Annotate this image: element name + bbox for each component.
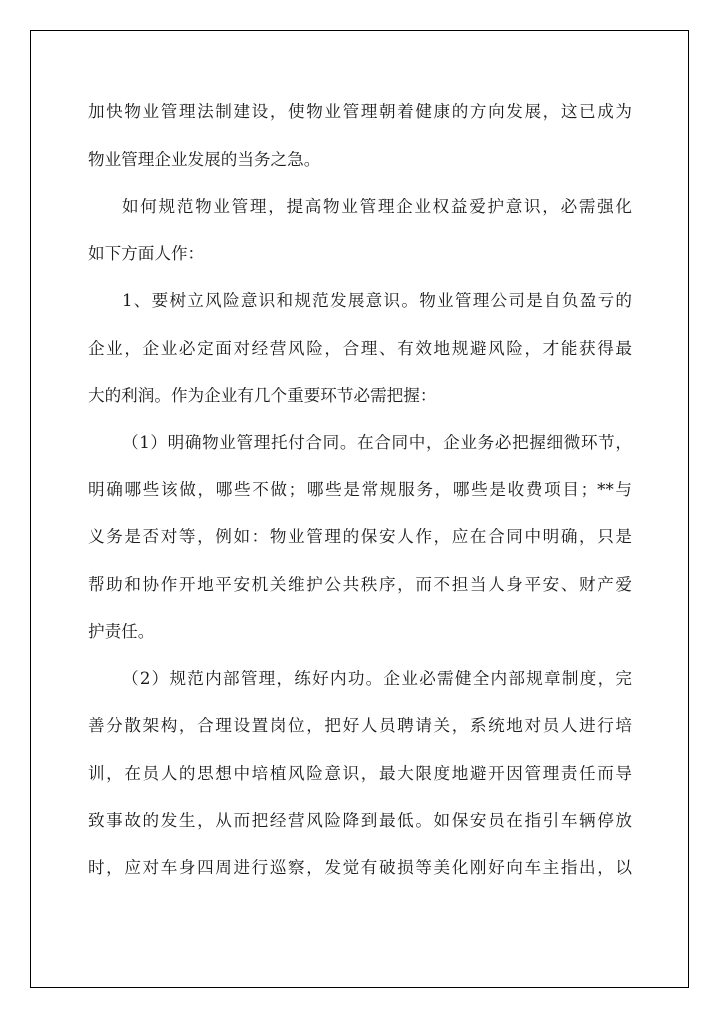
text-line: 善分散架构，合理设置岗位，把好人员聘请关，系统地对员人进行培 bbox=[88, 716, 632, 735]
text-line: 如下方面人作： bbox=[88, 244, 205, 263]
text-line: 致事故的发生，从而把经营风险降到最低。如保安员在指引车辆停放 bbox=[88, 811, 632, 830]
text-line: 护责任。 bbox=[88, 622, 155, 641]
text-line: 大的利润。作为企业有几个重要环节必需把握： bbox=[88, 386, 437, 405]
text-line: 1、要树立风险意识和规范发展意识。物业管理公司是自负盈亏的 bbox=[122, 291, 632, 310]
text-line: 训，在员人的思想中培植风险意识，最大限度地避开因管理责任而导 bbox=[88, 764, 632, 783]
text-line: 物业管理企业发展的当务之急。 bbox=[88, 150, 321, 169]
text-line: （1）明确物业管理托付合同。在合同中，企业务必把握细微环节， bbox=[122, 433, 632, 452]
text-line: 企业，企业必定面对经营风险，合理、有效地规避风险，才能获得最 bbox=[88, 339, 632, 358]
text-line: （2）规范内部管理，练好内功。企业必需健全内部规章制度，完 bbox=[122, 669, 632, 688]
text-line: 明确哪些该做，哪些不做；哪些是常规服务，哪些是收费项目；**与 bbox=[88, 480, 632, 499]
text-line: 如何规范物业管理，提高物业管理企业权益爱护意识，必需强化 bbox=[122, 197, 632, 216]
text-line: 帮助和协作开地平安机关维护公共秩序，而不担当人身平安、财产爱 bbox=[88, 575, 632, 594]
text-line: 时，应对车身四周进行巡察，发觉有破损等美化刚好向车主指出，以 bbox=[88, 858, 632, 877]
text-line: 义务是否对等，例如：物业管理的保安人作，应在合同中明确，只是 bbox=[88, 527, 632, 546]
text-line: 加快物业管理法制建设，使物业管理朝着健康的方向发展，这已成为 bbox=[88, 102, 632, 121]
